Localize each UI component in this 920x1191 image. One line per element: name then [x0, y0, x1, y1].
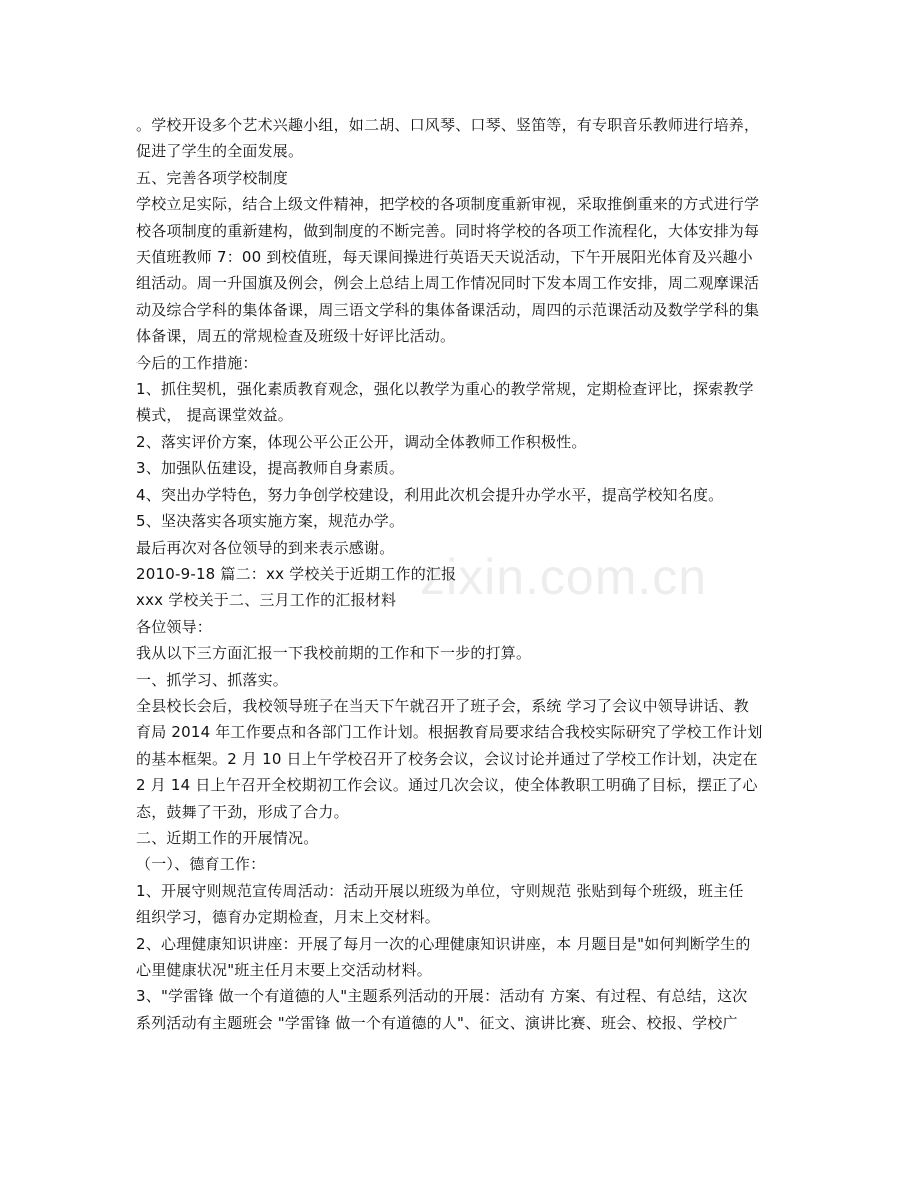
text-line: 的基本框架。2 月 10 日上午学校召开了校务会议，会议讨论并通过了学校工作计划，决定在: [136, 749, 758, 768]
text-line: 各位领导：: [136, 617, 213, 636]
text-line: 模式， 提高课堂效益。: [136, 406, 293, 425]
text-line: 体备课，周五的常规检查及班级十好评比活动。: [136, 327, 456, 346]
text-line: 育局 2014 年工作要点和各部门工作计划。根据教育局要求结合我校实际研究了学校工作计划: [136, 723, 763, 742]
text-line: 3、"学雷锋 做一个有道德的人"主题系列活动的开展：活动有 方案、有过程、有总结，这次: [136, 987, 748, 1006]
text-line: 态，鼓舞了干劲，形成了合力。: [136, 802, 349, 821]
text-line: 学校立足实际，结合上级文件精神，把学校的各项制度重新审视，采取推倒重来的方式进行学: [136, 195, 760, 214]
document-body: [136, 112, 786, 1036]
text-line: 今后的工作措施：: [136, 353, 258, 372]
text-line: 动及综合学科的集体备课，周三语文学科的集体备课活动，周四的示范课活动及数学学科的集: [136, 300, 760, 319]
text-line: 2 月 14 日上午召开全校期初工作会议。通过几次会议，使全体教职工明确了目标，摆正了心: [136, 776, 758, 795]
text-line: 一、抓学习、抓落实。: [136, 670, 289, 689]
text-line: 5、坚决落实各项实施方案，规范办学。: [136, 512, 405, 531]
text-line: 促进了学生的全面发展。: [136, 142, 304, 161]
text-line: 2、落实评价方案，体现公平公正公开，调动全体教师工作积极性。: [136, 432, 587, 451]
text-line: 2010-9-18 篇二：xx 学校关于近期工作的汇报: [136, 564, 457, 583]
text-line: 我从以下三方面汇报一下我校前期的工作和下一步的打算。: [136, 644, 532, 663]
text-line: 组织学习，德育办定期检查，月末上交材料。: [136, 908, 441, 927]
text-line: 系列活动有主题班会 "学雷锋 做一个有道德的人"、征文、演讲比赛、班会、校报、学校广: [136, 1013, 738, 1032]
text-line: 1、开展守则规范宣传周活动：活动开展以班级为单位，守则规范 张贴到每个班级，班主任: [136, 881, 744, 900]
text-line: （一）、德育工作：: [136, 855, 266, 874]
text-line: 二、近期工作的开展情况。: [136, 828, 319, 847]
text-line: 校各项制度的重新建构，做到制度的不断完善。同时将学校的各项工作流程化，大体安排为每: [136, 221, 760, 240]
text-line: xxx 学校关于二、三月工作的汇报材料: [136, 591, 397, 610]
text-line: 4、突出办学特色，努力争创学校建设，利用此次机会提升办学水平，提高学校知名度。: [136, 485, 724, 504]
text-line: 2、心理健康知识讲座：开展了每月一次的心理健康知识讲座，本 月题目是"如何判断学生的: [136, 934, 751, 953]
text-line: 全县校长会后，我校领导班子在当天下午就召开了班子会，系统 学习了会议中领导讲话、教: [136, 696, 749, 715]
text-line: 组活动。周一升国旗及例会，例会上总结上周工作情况同时下发本周工作安排，周二观摩课活: [136, 274, 760, 293]
text-line: 五、完善各项学校制度: [136, 168, 289, 187]
text-line: 。学校开设多个艺术兴趣小组，如二胡、口风琴、口琴、竖笛等，有专职音乐教师进行培养，: [136, 116, 760, 134]
watermark: zixin.com.cn: [420, 549, 708, 605]
text-line: 心里健康状况"班主任月末要上交活动材料。: [136, 961, 432, 979]
text-line: 1、抓住契机，强化素质教育观念，强化以教学为重心的教学常规，定期检查评比，探索教学: [136, 380, 754, 399]
text-line: 天值班教师 7：00 到校值班，每天课间操进行英语天天说活动，下午开展阳光体育及兴趣小: [136, 248, 753, 267]
text-line: 最后再次对各位领导的到来表示感谢。: [136, 538, 395, 557]
text-line: 3、加强队伍建设，提高教师自身素质。: [136, 459, 405, 478]
